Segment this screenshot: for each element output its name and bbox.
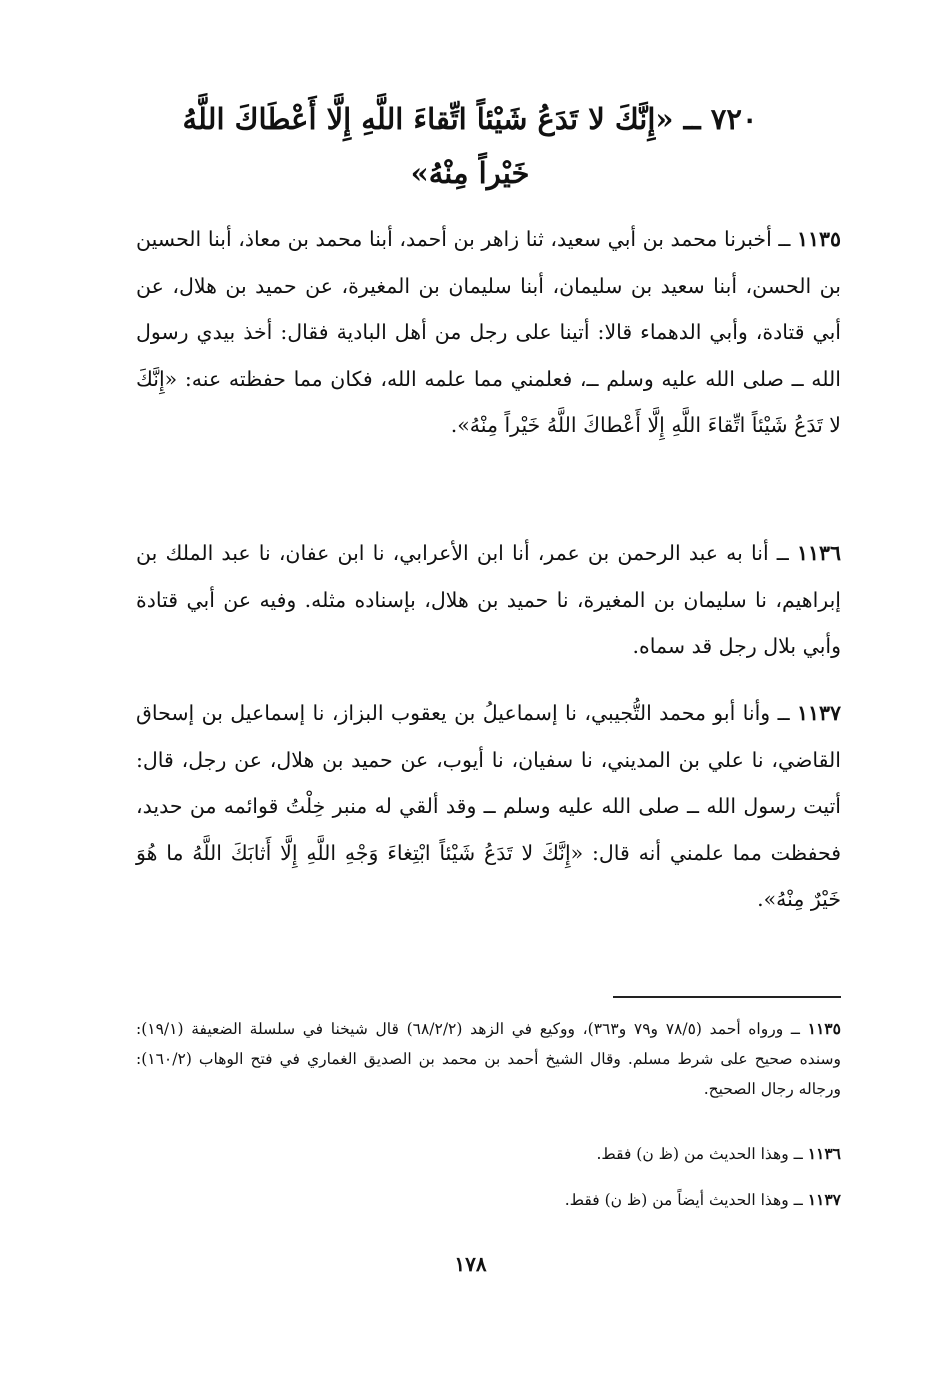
hadith-separator: ــ <box>776 541 789 565</box>
chapter-separator: ــ <box>683 102 701 136</box>
footnote-number: ١١٣٥ <box>807 1019 841 1038</box>
hadith-paragraph <box>136 690 841 923</box>
footnote <box>136 1185 841 1215</box>
hadith-separator: ــ <box>778 227 791 251</box>
hadith-number: ١١٣٧ <box>796 701 841 725</box>
chapter-title <box>160 92 780 200</box>
footnote-number: ١١٣٦ <box>807 1144 841 1163</box>
page-number: ١٧٨ <box>454 1252 487 1276</box>
chapter-number: ٧٢٠ <box>710 102 758 136</box>
hadith-paragraph <box>136 530 841 670</box>
footnote-divider <box>613 996 841 998</box>
footnote-separator: ــ <box>790 1020 800 1038</box>
hadith-text: أخبرنا محمد بن أبي سعيد، ثنا زاهر بن أحمد، أبنا محمد بن معاذ، أبنا الحسين بن الحسن، أبنا سعيد بن سليمان، أبنا سليمان بن المغيرة، عن حميد بن هلال، عن أبي قتادة، وأبي الدهماء قالا: أتينا على رجل من أهل البادية فقال: أخذ بيدي رسول الله ــ صلى الله عليه وسلم ــ، فعلمني مما علمه الله، فكان مما حفظته عنه: «إِنَّكَ لا تَدَعُ شَيْئاً اتِّقاءَ اللَّهِ إِلَّا أَعْطاكَ اللَّهُ خَيْراً مِنْهُ». <box>136 227 841 437</box>
footnote-separator: ــ <box>793 1191 803 1209</box>
hadith-text: وأنا أبو محمد التُّجيبي، نا إسماعيلُ بن يعقوب البزاز، نا إسماعيل بن إسحاق القاضي، نا علي بن المديني، نا سفيان، نا أيوب، عن حميد بن هلال، عن رجل، قال: أتيت رسول الله ــ صلى الله عليه وسلم ــ وقد ألقي له منبر خِلْتُ قوائمه من حديد، فحفظت مما علمني أنه قال: «إِنَّكَ لا تَدَعُ شَيْئاً ابْتِغاءَ وَجْهِ اللَّهِ إِلَّا أَثابَكَ اللَّهُ ما هُوَ خَيْرٌ مِنْهُ». <box>136 701 841 911</box>
hadith-number: ١١٣٥ <box>796 227 841 251</box>
footnote-text: ورواه أحمد (٧٨/٥ و٧٩ و٣٦٣)، ووكيع في الزهد (٦٨/٢/٢) قال شيخنا في سلسلة الضعيفة (١٩/١): وسنده صحيح على شرط مسلم. وقال الشيخ أحمد بن محمد بن الصديق الغماري في فتح الوهاب (١٦٠/٢): ورجاله رجال الصحيح. <box>136 1020 841 1098</box>
hadith-text: أنا به عبد الرحمن بن عمر، أنا ابن الأعرابي، نا ابن عفان، نا عبد الملك بن إبراهيم، نا سليمان بن المغيرة، نا حميد بن هلال، بإسناده مثله. وفيه عن أبي قتادة وأبي بلال رجل قد سماه. <box>136 541 841 658</box>
footnote-separator: ــ <box>793 1145 803 1163</box>
chapter-text: «إِنَّكَ لا تَدَعُ شَيْئاً اتِّقاءَ اللَّهِ إِلَّا أَعْطَاكَ اللَّهُ خَيْراً مِنْهُ» <box>182 102 674 190</box>
footnote <box>136 1014 841 1104</box>
footnote-text: وهذا الحديث أيضاً من (ظ ن) فقط. <box>564 1191 789 1209</box>
hadith-number: ١١٣٦ <box>796 541 841 565</box>
hadith-paragraph <box>136 216 841 449</box>
footnote-number: ١١٣٧ <box>807 1190 841 1209</box>
footnote-text: وهذا الحديث من (ظ ن) فقط. <box>596 1145 789 1163</box>
hadith-separator: ــ <box>777 701 790 725</box>
footnote <box>136 1139 841 1169</box>
